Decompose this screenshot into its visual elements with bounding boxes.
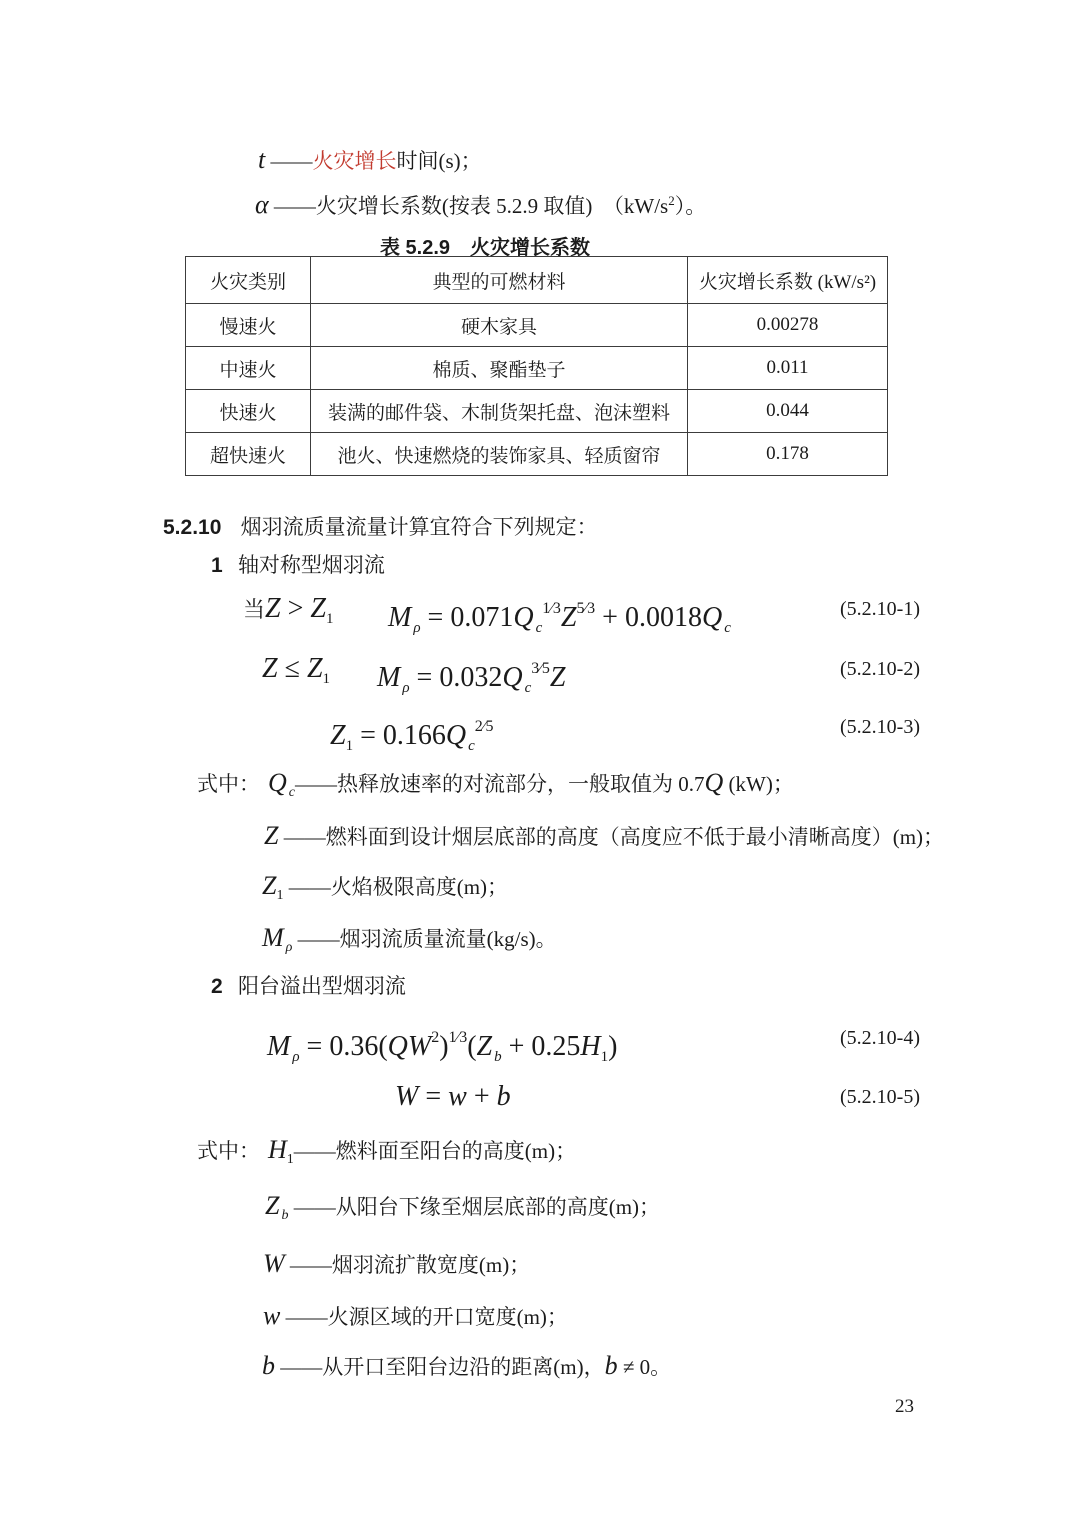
formula-body: $Z_1 = 0.166Q$ $_c^{2⁄5}$	[330, 718, 494, 754]
formula-condition: 当$Z > Z_1$	[243, 593, 334, 627]
definition-line	[263, 1246, 530, 1283]
definition-line-t: t ——火灾增长时间(s)；	[258, 145, 482, 174]
table-cell: 棉质、聚酯垫子	[311, 347, 688, 390]
definition-content: $Z_1$ ——火焰极限高度(m)；	[262, 871, 509, 903]
definition-line	[262, 920, 557, 966]
equation-number: (5.2.10-3)	[840, 716, 920, 738]
table-cell: 0.011	[688, 347, 888, 390]
section-title: 烟羽流质量流量计算宜符合下列规定：	[240, 515, 598, 539]
definition-line	[197, 1132, 576, 1178]
item-title: 阳台溢出型烟羽流	[237, 974, 406, 998]
table-row	[186, 347, 888, 390]
formula-body: M $_\rho = 0.36(QW^2)^{1⁄3}(Z$ $_b + 0.25H_1$)	[267, 1029, 618, 1065]
definition-content: W ——烟羽流扩散宽度(m)；	[263, 1249, 531, 1278]
formula-row-3	[0, 703, 1080, 755]
item-title: 轴对称型烟羽流	[237, 553, 385, 577]
formula-body: W = w + b	[395, 1081, 511, 1112]
table-cell: 装满的邮件袋、木制货架托盘、泡沫塑料	[311, 390, 688, 433]
item-heading-2	[211, 970, 406, 1003]
table-header-cell: 火灾类别	[186, 257, 311, 304]
definition-content: b ——从开口至阳台边沿的距离(m)，b ≠ 0。	[262, 1351, 672, 1380]
formula-row-4	[0, 1014, 1080, 1066]
item-number: 1	[211, 554, 223, 577]
table-cell: 慢速火	[186, 304, 311, 347]
table-cell: 超快速火	[186, 433, 311, 476]
equation-number: (5.2.10-5)	[840, 1086, 920, 1108]
definition-line	[262, 868, 508, 914]
table-cell: 池火、快速燃烧的装饰家具、轻质窗帘	[311, 433, 688, 476]
table-cell: 0.00278	[688, 304, 888, 347]
definition-line	[197, 765, 794, 811]
formula-row-5	[0, 1073, 1080, 1125]
formula-row-2	[0, 645, 1080, 697]
formula-body: M $_\rho$ = 0.071Q $_c^{1⁄3}Z^{5⁄3} + 0.0018Q$ $_c$	[388, 600, 731, 636]
formula-body: M $_\rho$ = 0.032Q $_c^{3⁄5}$Z	[377, 660, 566, 696]
definition-content: Z ——燃料面到设计烟层底部的高度（高度应不低于最小清晰高度）(m)；	[264, 821, 945, 850]
definition-content: Z $_b$ ——从阳台下缘至烟层底部的高度(m)；	[265, 1191, 661, 1223]
item-heading-1	[211, 549, 385, 582]
equation-number: (5.2.10-2)	[840, 658, 920, 680]
page-number: 23	[895, 1396, 914, 1417]
formula-condition: $Z \le Z_1$	[262, 653, 331, 687]
table-cell: 0.044	[688, 390, 888, 433]
definition-line	[263, 1298, 568, 1335]
where-label: 式中：	[197, 1139, 260, 1163]
table-cell: 快速火	[186, 390, 311, 433]
equation-number: (5.2.10-1)	[840, 598, 920, 620]
section-number: 5.2.10	[163, 516, 222, 539]
definition-content: Q $_c$——热释放速率的对流部分，一般取值为 0.7Q (kW)；	[268, 768, 794, 800]
where-label: 式中：	[197, 772, 260, 796]
item-number: 2	[211, 975, 223, 998]
formula-row-1	[0, 585, 1080, 637]
definition-content: w ——火源区域的开口宽度(m)；	[263, 1301, 568, 1330]
table-header-cell: 典型的可燃材料	[311, 257, 688, 304]
definition-line	[262, 1348, 671, 1385]
table-row	[186, 304, 888, 347]
table-row	[186, 390, 888, 433]
table-cell: 中速火	[186, 347, 311, 390]
table-row	[186, 433, 888, 476]
table-title: 表 5.2.9 火灾增长系数	[379, 237, 591, 259]
table-header-cell: 火灾增长系数 (kW/s²)	[688, 257, 888, 304]
definition-line	[265, 1188, 660, 1234]
definition-content: $H_1——$燃料面至阳台的高度(m)；	[268, 1135, 577, 1167]
definition-line	[264, 818, 944, 855]
table-header-row	[186, 257, 888, 304]
table-cell: 0.178	[688, 433, 888, 476]
section-heading	[163, 511, 598, 544]
fire-growth-table	[185, 256, 888, 476]
table-cell: 硬木家具	[311, 304, 688, 347]
definition-content: M $_\rho$ ——烟羽流质量流量(kg/s)。	[262, 923, 557, 955]
definition-line-alpha: α ——火灾增长系数(按表 5.2.9 取值) $(kW/s^2)$。	[255, 190, 707, 219]
equation-number: (5.2.10-4)	[840, 1027, 920, 1049]
